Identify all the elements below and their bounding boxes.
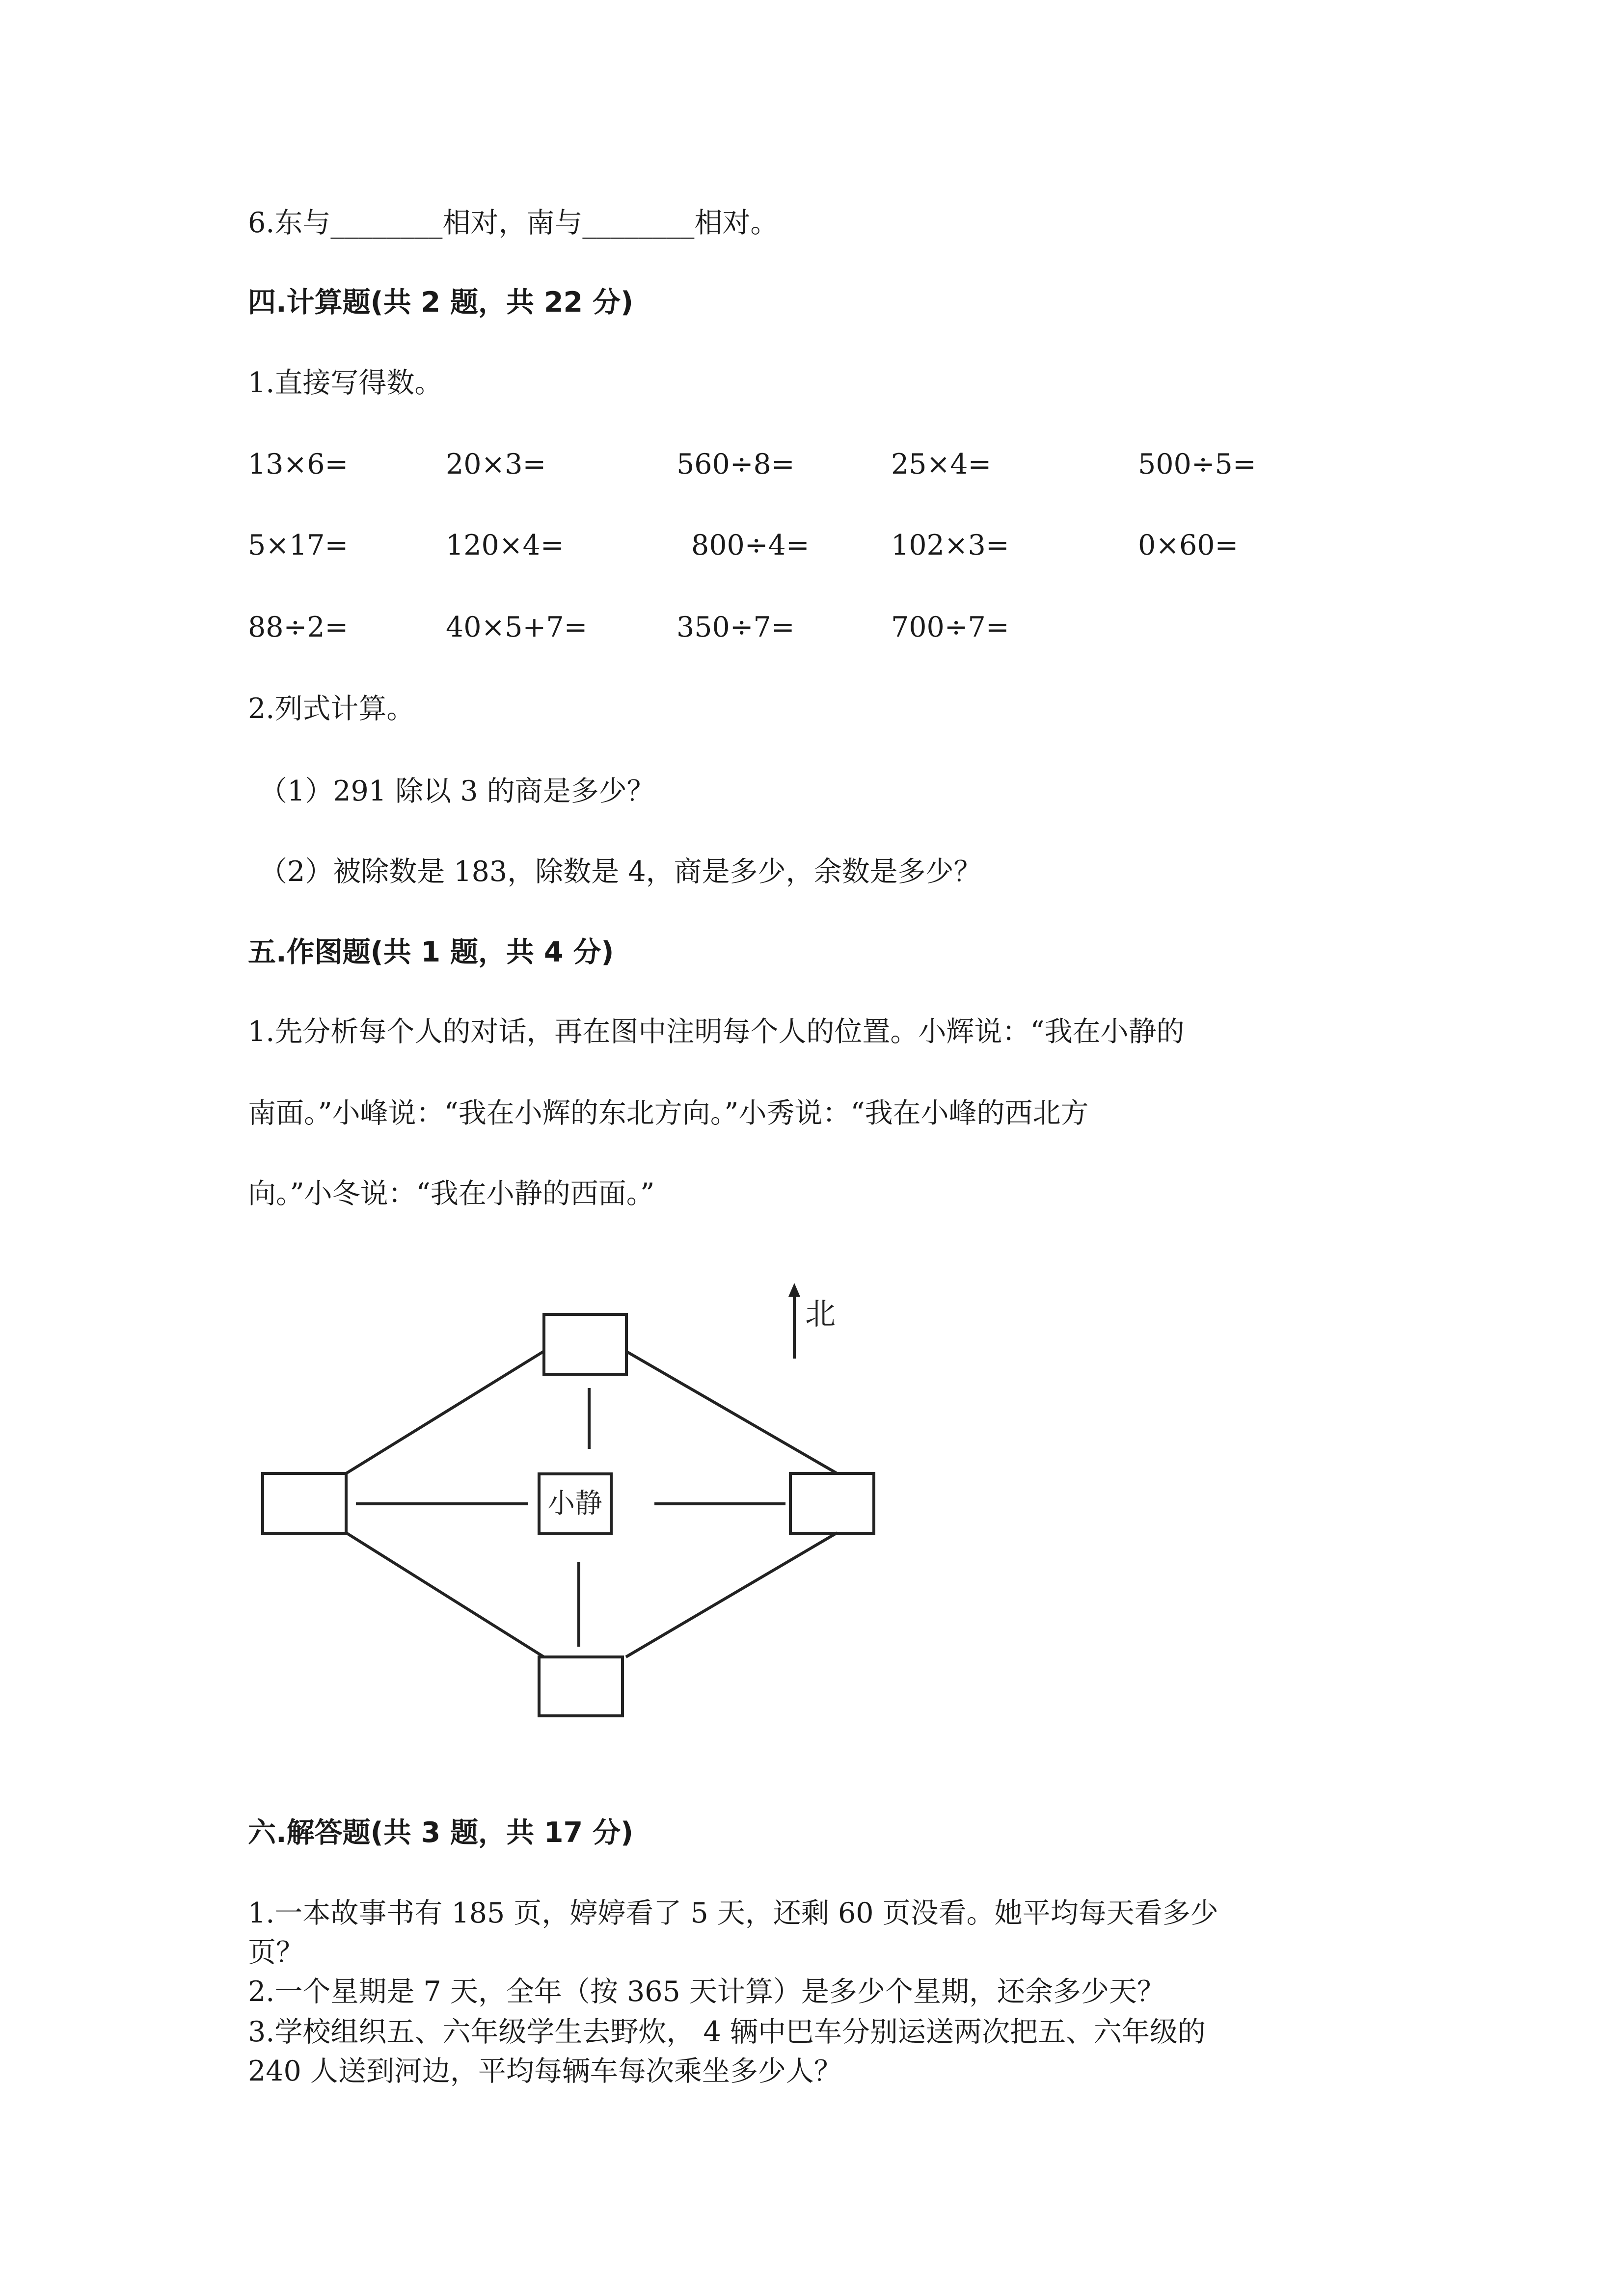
calc-item: 700÷7= <box>891 611 1009 643</box>
calc-item: 40×5+7= <box>446 611 588 643</box>
calc-item: 88÷2= <box>248 611 349 643</box>
north-label: 北 <box>805 1296 836 1332</box>
section-5-heading: 五.作图题(共 1 题，共 4 分) <box>248 936 614 968</box>
calc-item: 13×6= <box>248 448 349 481</box>
section-4-question-2-part-1: （1）291 除以 3 的商是多少？ <box>259 775 655 807</box>
north-arrowhead-icon <box>788 1283 800 1297</box>
section-4-question-2: 2.列式计算。 <box>248 693 415 725</box>
edge-line <box>626 1351 837 1473</box>
calc-item: 350÷7= <box>677 611 795 643</box>
edge-line <box>346 1351 544 1473</box>
section-4-question-1: 1.直接写得数。 <box>248 367 443 399</box>
calc-item: 25×4= <box>891 448 992 481</box>
edge-line <box>626 1533 837 1657</box>
calc-item: 102×3= <box>891 529 1009 561</box>
section-5-question-1-line-3: 向。”小冬说：“我在小静的西面。” <box>248 1177 655 1210</box>
section-4-heading: 四.计算题(共 2 题，共 22 分) <box>248 286 634 319</box>
section-6-question-3-line-1: 3.学校组织五、六年级学生去野炊， 4 辆中巴车分别运送两次把五、六年级的 <box>248 2016 1206 2048</box>
position-diagram <box>245 1261 903 1733</box>
calc-item: 20×3= <box>446 448 546 481</box>
center-label: 小静 <box>547 1488 602 1520</box>
blank-box-east[interactable] <box>790 1473 874 1533</box>
edge-line <box>346 1533 544 1657</box>
calc-item: 500÷5= <box>1138 448 1256 481</box>
blank-box-west[interactable] <box>263 1473 346 1533</box>
section-5-question-1-line-2: 南面。”小峰说：“我在小辉的东北方向。”小秀说：“我在小峰的西北方 <box>248 1097 1089 1129</box>
calc-item: 560÷8= <box>677 448 795 481</box>
calc-item: 800÷4= <box>691 529 810 561</box>
section-6-question-1-line-2: 页？ <box>248 1936 304 1969</box>
blank-box-north[interactable] <box>544 1314 626 1374</box>
section-6-question-3-line-2: 240 人送到河边，平均每辆车每次乘坐多少人？ <box>248 2055 842 2087</box>
section-5-question-1-line-1: 1.先分析每个人的对话，再在图中注明每个人的位置。小辉说：“我在小静的 <box>248 1015 1185 1048</box>
question-6: 6.东与________相对，南与________相对。 <box>248 207 779 239</box>
blank-box-south[interactable] <box>539 1657 623 1716</box>
section-6-question-2: 2.一个星期是 7 天，全年（按 365 天计算）是多少个星期，还余多少天？ <box>248 1976 1165 2008</box>
calc-item: 120×4= <box>446 529 564 561</box>
section-6-question-1-line-1: 1.一本故事书有 185 页，婷婷看了 5 天，还剩 60 页没看。她平均每天看多少 <box>248 1897 1218 1929</box>
calc-item: 0×60= <box>1138 529 1239 561</box>
section-4-question-2-part-2: （2）被除数是 183，除数是 4，商是多少，余数是多少？ <box>259 855 982 888</box>
calc-item: 5×17= <box>248 529 349 561</box>
section-6-heading: 六.解答题(共 3 题，共 17 分) <box>248 1816 634 1849</box>
